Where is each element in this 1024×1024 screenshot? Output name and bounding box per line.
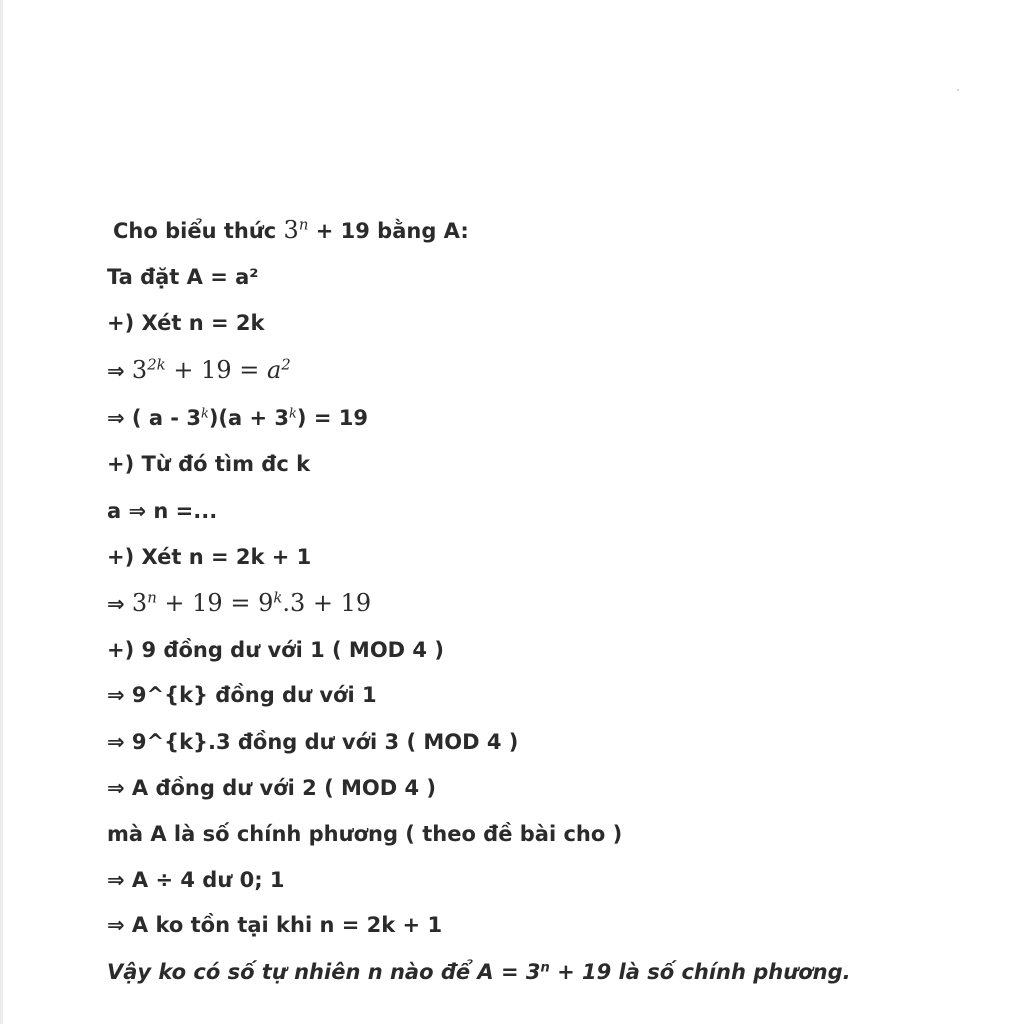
- equation-var-exponent: 2: [281, 355, 291, 374]
- factorization-start: ⇒ ( a - 3: [107, 406, 201, 430]
- line-remainder: [107, 866, 285, 894]
- equation-var: a: [266, 356, 282, 384]
- conclusion-end: + 19 là số chính phương.: [549, 960, 851, 984]
- set-a-text: Ta đặt A = a²: [107, 265, 259, 289]
- line-not-exist: [107, 911, 442, 939]
- mod-9-text: +) 9 đồng dư với 1 ( MOD 4 ): [107, 638, 444, 662]
- find-k-text: +) Từ đó tìm đc k: [107, 452, 311, 476]
- a-implies-n-text: a ⇒ n =...: [107, 499, 218, 523]
- odd-base: 3: [131, 589, 148, 617]
- line-a-mod-4: [107, 774, 436, 802]
- case-odd-text: +) Xét n = 2k + 1: [107, 545, 312, 569]
- line-a-implies-n: [107, 497, 217, 525]
- odd-equation: [132, 589, 371, 617]
- line-perfect-square: [107, 820, 622, 848]
- perfect-square-text: mà A là số chính phương ( theo đề bài cho ): [107, 822, 623, 846]
- mod-9k-text: ⇒ 9^{k} đồng dư với 1: [107, 683, 377, 707]
- intro-text: Cho biểu thức: [113, 219, 284, 243]
- line-case-even: [107, 309, 264, 337]
- equation-base: 3: [131, 356, 148, 384]
- case-even-text: +) Xét n = 2k: [107, 311, 265, 335]
- odd-exponent: n: [147, 588, 157, 607]
- line-intro: [113, 216, 469, 245]
- factorization-middle: )(a + 3: [208, 406, 290, 430]
- intro-base: 3: [283, 216, 299, 244]
- line-set-a: [107, 263, 259, 291]
- line-conclusion: [107, 958, 851, 986]
- factorization-exp-2: k: [289, 406, 297, 422]
- line-mod-9k: [107, 681, 377, 709]
- factorization-exp-1: k: [200, 406, 209, 422]
- line-even-equation: [107, 356, 291, 385]
- line-factorization: [107, 404, 368, 432]
- odd-k-exponent: k: [273, 588, 283, 607]
- implies-arrow: ⇒: [107, 592, 132, 616]
- odd-end: .3 + 19: [282, 589, 372, 617]
- equation-exponent: 2k: [147, 355, 166, 374]
- line-mod-9: [107, 636, 444, 664]
- intro-text-end: + 19 bằng A:: [308, 219, 469, 243]
- conclusion-start: Vậy ko có số tự nhiên n nào để A = 3: [107, 960, 541, 984]
- not-exist-text: ⇒ A ko tồn tại khi n = 2k + 1: [107, 913, 443, 937]
- line-case-odd: [107, 543, 311, 571]
- equation-middle: + 19 =: [165, 356, 267, 384]
- mod-9k3-text: ⇒ 9^{k}.3 đồng dư với 3 ( MOD 4 ): [107, 730, 519, 754]
- a-mod-4-text: ⇒ A đồng dư với 2 ( MOD 4 ): [107, 776, 436, 800]
- factorization-end: ) = 19: [296, 406, 368, 430]
- remainder-text: ⇒ A ÷ 4 dư 0; 1: [107, 868, 285, 892]
- intro-exponent: n: [298, 215, 309, 234]
- line-find-k: [107, 450, 310, 478]
- line-odd-equation: [107, 589, 371, 618]
- conclusion-exponent: n: [540, 960, 550, 976]
- implies-arrow: ⇒: [107, 359, 132, 383]
- intro-power: [284, 216, 309, 244]
- line-mod-9k3: [107, 728, 518, 756]
- even-equation: [132, 356, 291, 384]
- odd-middle: + 19 = 9: [156, 589, 274, 617]
